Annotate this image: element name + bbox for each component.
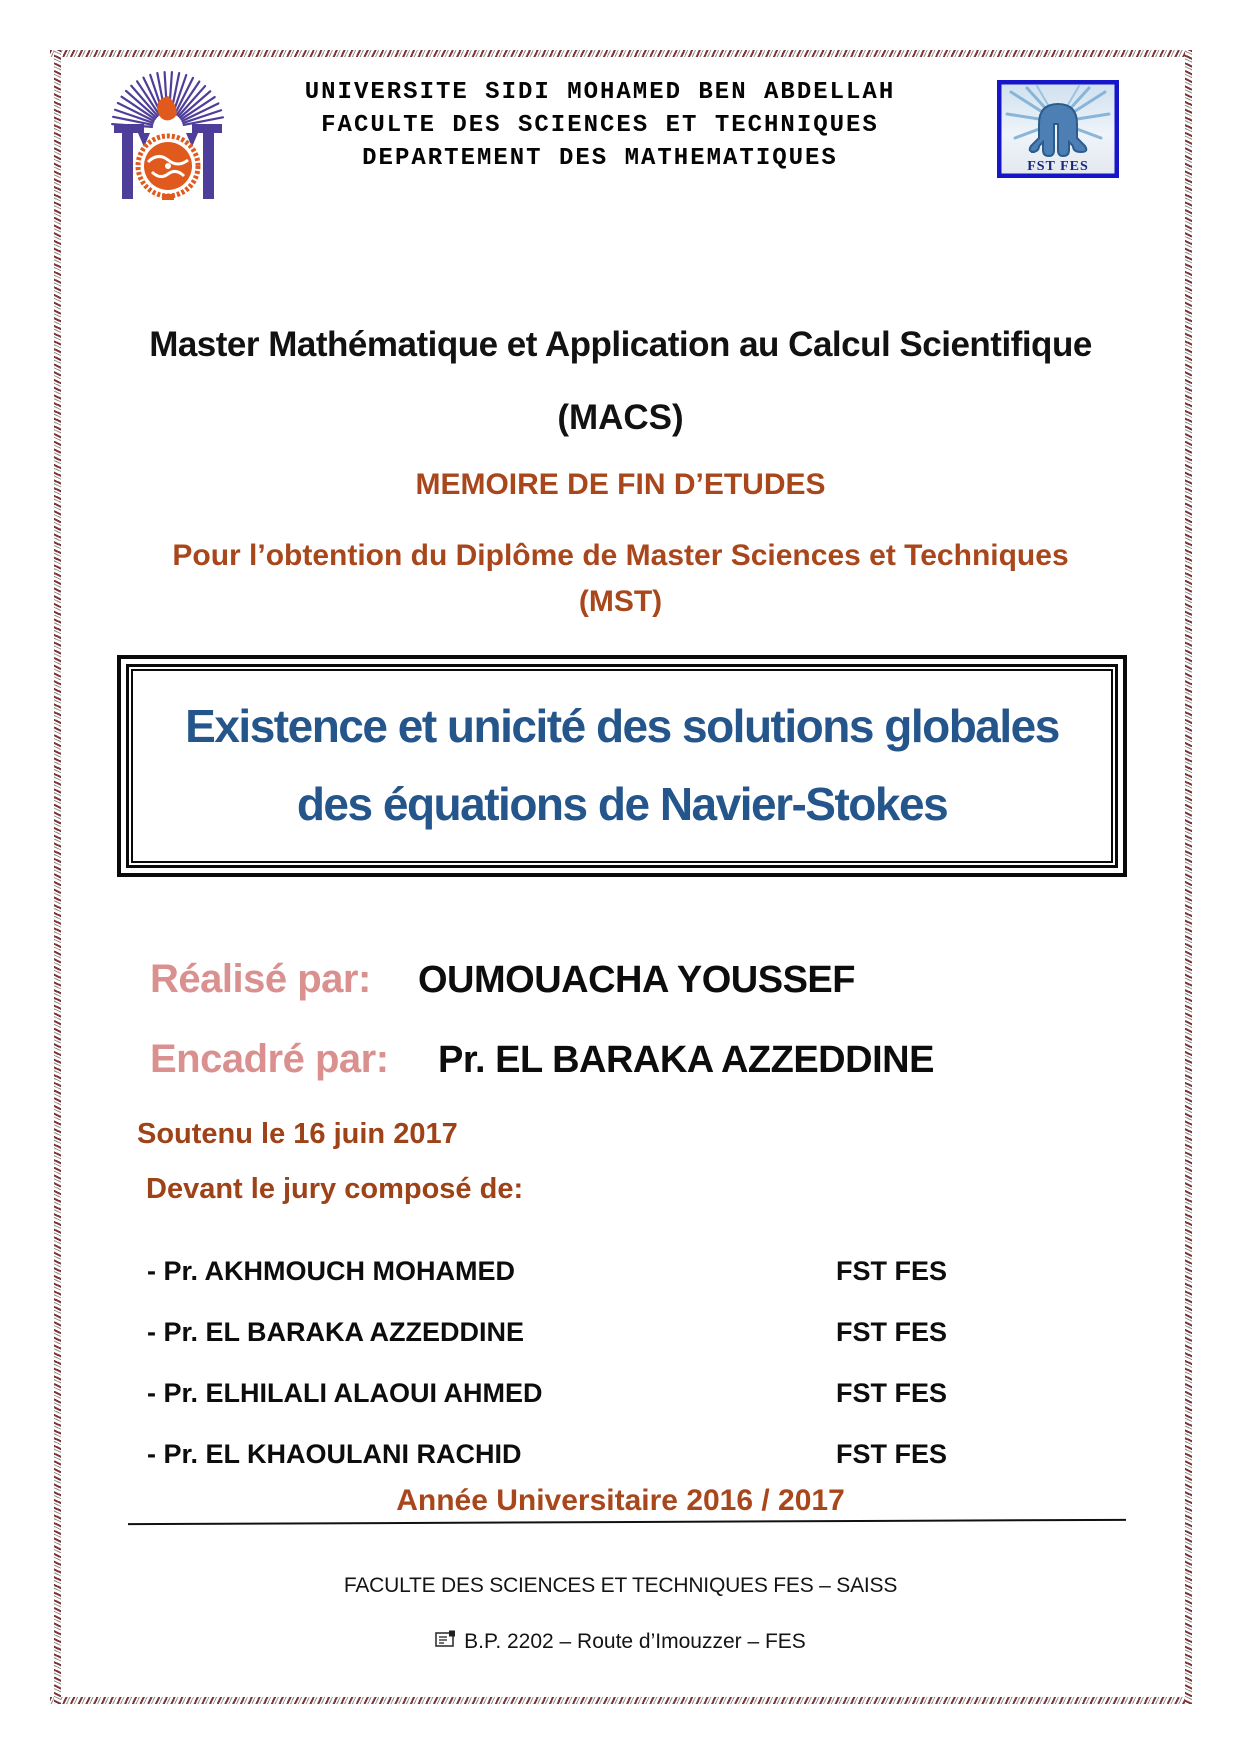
author-name: OUMOUACHA YOUSSEF [418, 959, 855, 1001]
jury-intro: Devant le jury composé de: [146, 1173, 524, 1205]
memoire-acronym: (MST) [578, 585, 663, 618]
jury-member-name: - Pr. EL BARAKA AZZEDDINE [147, 1317, 525, 1347]
thesis-title-box [117, 655, 1127, 877]
fst-logo-caption: FST FES [1027, 159, 1089, 174]
jury-row [147, 1363, 1131, 1424]
jury-member-affiliation: FST FES [836, 1439, 948, 1469]
jury-row [147, 1241, 1131, 1302]
page-border-bottom [50, 1697, 1191, 1704]
academic-year: Année Universitaire 2016 / 2017 [396, 1484, 845, 1517]
header-line-university: UNIVERSITE SIDI MOHAMED BEN ABDELLAH [304, 79, 896, 106]
jury-row [147, 1424, 1131, 1485]
page-border-right [1185, 50, 1192, 1704]
footer-faculty-line: FACULTE DES SCIENCES ET TECHNIQUES FES – SAISS [343, 1574, 898, 1597]
thesis-title-line1: Existence et unicité des solutions globales [185, 700, 1059, 752]
mail-document-icon [435, 1630, 456, 1654]
supervisor-label: Encadré par: [150, 1037, 389, 1081]
footer-address-text: B.P. 2202 – Route d’Imouzzer – FES [464, 1630, 806, 1653]
jury-member-name: - Pr. ELHILALI ALAOUI AHMED [147, 1378, 543, 1408]
supervisor-name: Pr. EL BARAKA AZZEDDINE [438, 1039, 934, 1081]
program-acronym: (MACS) [557, 398, 684, 437]
jury-member-affiliation: FST FES [836, 1317, 948, 1347]
fst-fes-logo-icon [997, 80, 1119, 183]
supervisor-row [150, 1037, 934, 1082]
jury-member-name: - Pr. AKHMOUCH MOHAMED [147, 1256, 515, 1286]
program-title: Master Mathématique et Application au Calcul Scientifique [149, 325, 1092, 364]
jury-list [147, 1241, 1131, 1485]
header-line-department: DEPARTEMENT DES MATHEMATIQUES [362, 145, 838, 172]
jury-member-affiliation: FST FES [836, 1256, 948, 1286]
author-row [150, 957, 855, 1002]
jury-row [147, 1302, 1131, 1363]
memoire-heading: MEMOIRE DE FIN D’ETUDES [415, 468, 826, 501]
thesis-title-line2: des équations de Navier-Stokes [296, 778, 948, 830]
university-header [180, 76, 1020, 175]
footer-address-row [60, 1630, 1181, 1654]
memoire-subheading: Pour l’obtention du Diplôme de Master Sciences et Techniques [172, 539, 1069, 572]
author-label: Réalisé par: [150, 957, 371, 1001]
page-border-left [54, 50, 61, 1704]
page-border-top [50, 50, 1191, 57]
jury-member-name: - Pr. EL KHAOULANI RACHID [147, 1439, 522, 1469]
header-line-faculty: FACULTE DES SCIENCES ET TECHNIQUES [321, 112, 879, 139]
defense-date: Soutenu le 16 juin 2017 [137, 1118, 458, 1150]
jury-member-affiliation: FST FES [836, 1378, 948, 1408]
